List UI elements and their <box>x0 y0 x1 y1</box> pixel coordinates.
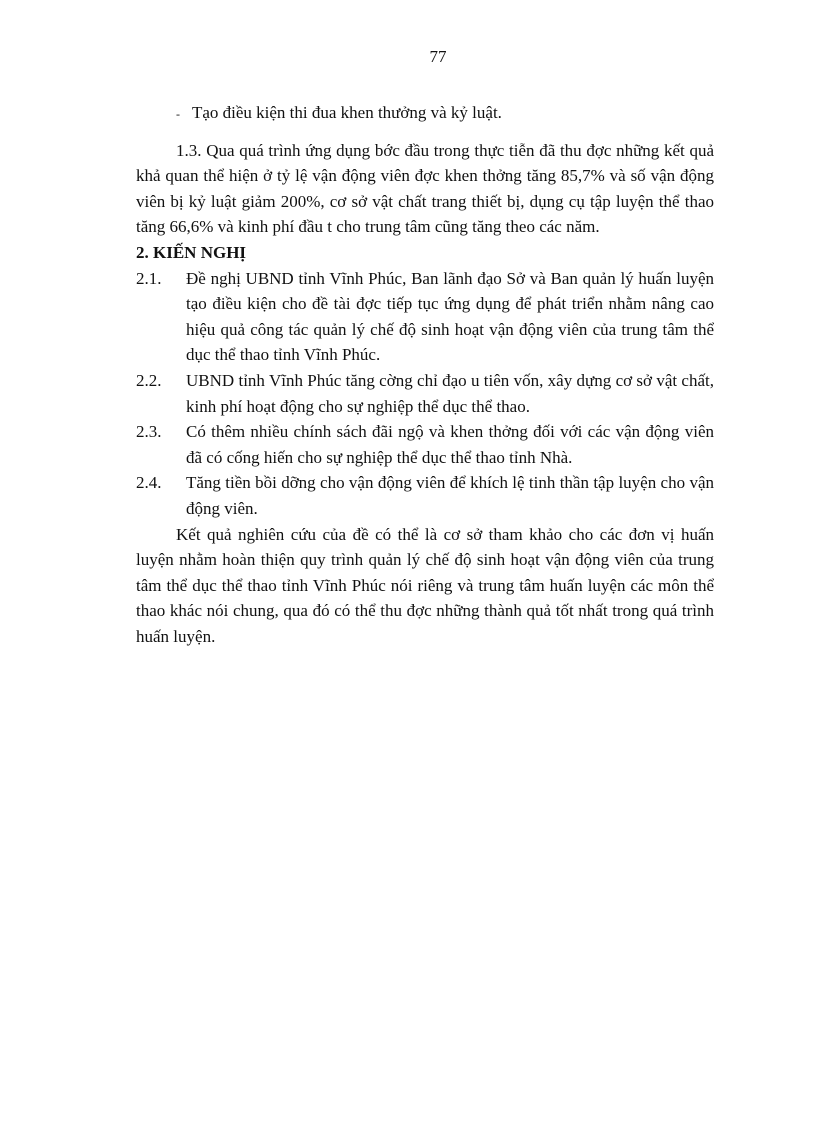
bullet-text: Tạo điều kiện thi đua khen thưởng và kỷ luật. <box>191 103 502 122</box>
recommendation-number: 2.2. <box>136 370 162 390</box>
closing-paragraph: Kết quả nghiên cứu của đề có thể là cơ sở tham khảo cho các đơn vị huấn luyện nhằm hoàn thiện quy trình quản lý chế độ sinh hoạt vận động viên của trung tâm thể dục thể thao tỉnh Vĩnh Phúc nói riêng và trung tâm huấn luyện các môn thể thao khác nói chung, qua đó có thể thu đợc những thành quả tốt nhất trong quá trình huấn luyện. <box>136 524 714 646</box>
recommendation-text: Đề nghị UBND tỉnh Vĩnh Phúc, Ban lãnh đạo Sở và Ban quản lý huấn luyện tạo điều kiện cho đề tài đợc tiếp tục ứng dụng để phát triển nhằm nâng cao hiệu quả công tác quản lý chế độ sinh hoạt vận động viên của trung tâm thể dục thể thao tỉnh Vĩnh Phúc. <box>186 268 714 365</box>
recommendation-text: Có thêm nhiều chính sách đãi ngộ và khen thởng đối với các vận động viên đã có cống hiến cho sự nghiệp thể dục thể thao tỉnh Nhà. <box>186 422 714 467</box>
recommendation-item <box>136 419 714 470</box>
recommendation-item <box>136 266 714 368</box>
recommendation-item <box>136 368 714 419</box>
conclusion-paragraph: 1.3. Qua quá trình ứng dụng bớc đầu trong thực tiễn đã thu đợc những kết quả khả quan thể hiện ở tỷ lệ vận động viên đợc khen thởng tăng 85,7% và số vận động viên bị kỷ luật giảm 200%, cơ sở vật chất trang thiết bị, dụng cụ tập luyện thể thao tăng 66,6% và kinh phí đầu t cho trung tâm cũng tăng theo các năm. <box>136 140 714 237</box>
recommendation-item <box>136 470 714 521</box>
page-number: 77 <box>429 47 447 66</box>
recommendation-number: 2.3. <box>136 422 162 442</box>
recommendation-number: 2.1. <box>136 268 162 288</box>
section-heading: 2. KIẾN NGHỊ <box>136 242 247 262</box>
recommendation-text: UBND tỉnh Vĩnh Phúc tăng cờng chỉ đạo u tiên vốn, xây dựng cơ sở vật chất, kinh phí hoạt động cho sự nghiệp thể dục thể thao. <box>186 370 714 416</box>
bullet-item <box>176 100 714 128</box>
recommendation-number: 2.4. <box>136 473 162 493</box>
recommendation-text: Tăng tiền bồi dỡng cho vận động viên để khích lệ tinh thần tập luyện cho vận động viên. <box>186 473 714 518</box>
bullet-marker: - <box>176 107 180 121</box>
page-content <box>136 100 714 649</box>
